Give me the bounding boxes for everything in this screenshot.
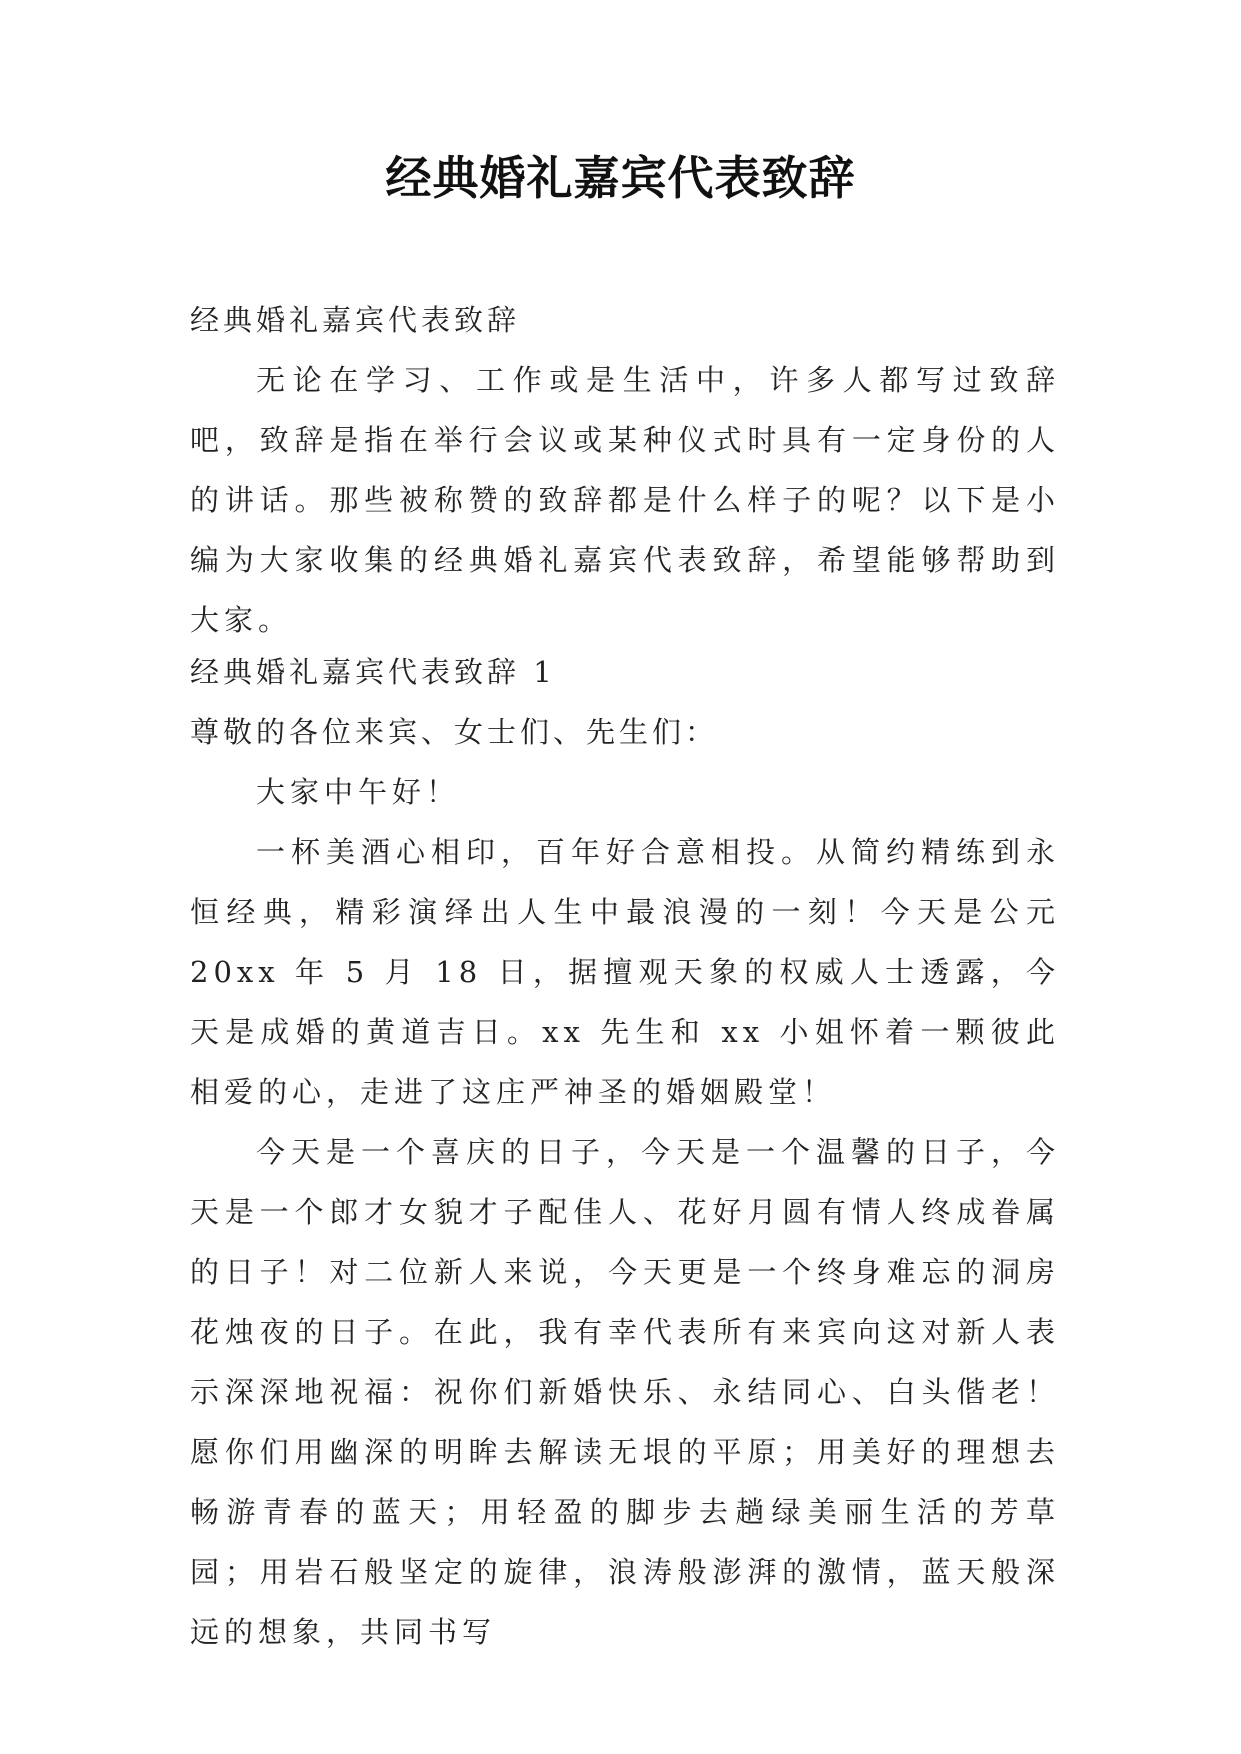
- intro-paragraph: 无论在学习、工作或是生活中，许多人都写过致辞吧，致辞是指在举行会议或某种仪式时具有一定身份的人的讲话。那些被称赞的致辞都是什么样子的呢？以下是小编为大家收集的经典婚礼嘉宾代表致辞，希望能够帮助到大家。: [190, 363, 1060, 637]
- document-title: 经典婚礼嘉宾代表致辞: [385, 151, 856, 205]
- speech-1-greeting: 大家中午好！: [256, 775, 461, 809]
- intro-subheading: 经典婚礼嘉宾代表致辞: [190, 303, 521, 337]
- speech-1-section: [190, 642, 1060, 1662]
- speech-1-paragraph-1: 一杯美酒心相印，百年好合意相投。从简约精练到永恒经典，精彩演绎出人生中最浪漫的一刻！今天是公元 20xx 年 5 月 18 日，据擅观天象的权威人士透露，今天是成婚的黄道吉日。xx 先生和 xx 小姐怀着一颗彼此相爱的心，走进了这庄严神圣的婚姻殿堂！: [190, 835, 1060, 1109]
- speech-1-paragraph-2: 今天是一个喜庆的日子，今天是一个温馨的日子，今天是一个郎才女貌才子配佳人、花好月圆有情人终成眷属的日子！对二位新人来说，今天更是一个终身难忘的洞房花烛夜的日子。在此，我有幸代表所有来宾向这对新人表示深深地祝福：祝你们新婚快乐、永结同心、白头偕老！愿你们用幽深的明眸去解读无垠的平原；用美好的理想去畅游青春的蓝天；用轻盈的脚步去趟绿美丽生活的芳草园；用岩石般坚定的旋律，浪涛般澎湃的激情，蓝天般深远的想象，共同书写: [190, 1135, 1060, 1649]
- speech-1-heading: 经典婚礼嘉宾代表致辞 1: [190, 655, 556, 689]
- speech-1-salutation: 尊敬的各位来宾、女士们、先生们：: [190, 715, 719, 749]
- intro-section: [190, 290, 1060, 650]
